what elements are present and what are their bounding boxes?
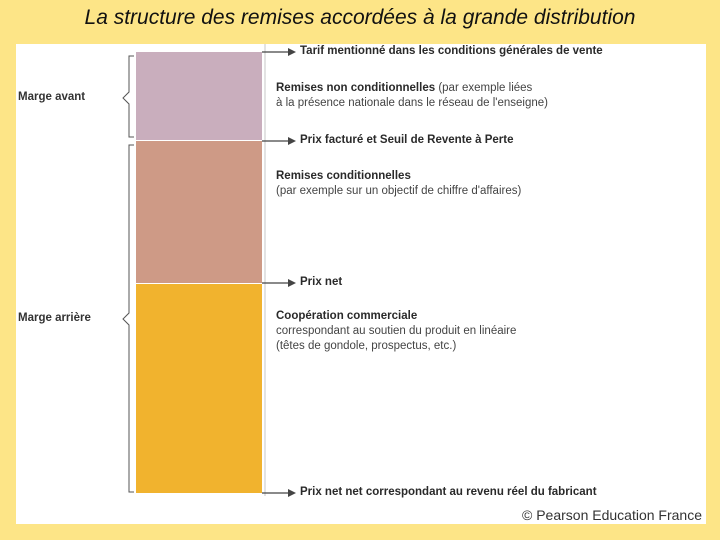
front-margin-label: Marge avant [18,91,86,103]
copyright-notice: © Pearson Education France [522,507,702,523]
diagram-panel [16,44,706,524]
diagram-graphics [16,44,706,524]
back-margin-label: Marge arrière [18,312,91,324]
front-margin-brace [123,56,134,137]
cooperation-detail-1: correspondant au soutien du produit en linéaire [276,325,517,337]
unconditional-detail-2: à la présence nationale dans le réseau de l'enseigne) [276,97,548,109]
invoice-price-label: Prix facturé et Seuil de Revente à Perte [300,134,514,146]
tariff-arrow-head [288,48,296,56]
cooperation-heading: Coopération commerciale [276,310,418,322]
unconditional-detail-1: (par exemple liées [438,82,533,94]
cooperation-detail-2: (têtes de gondole, prospectus, etc.) [276,340,457,352]
slide-title: La structure des remises accordées à la grande distribution [84,6,636,29]
unconditional-heading: Remises non conditionnelles [276,82,436,94]
unconditional-text [276,81,548,111]
tariff-label: Tarif mentionné dans les conditions générales de vente [300,45,603,57]
conditional-heading: Remises conditionnelles [276,170,411,182]
cooperation-text [276,309,516,354]
conditional-text [276,169,521,199]
net-price-label: Prix net [300,276,343,288]
net-arrow-head [288,279,296,287]
conditional-detail-1: (par exemple sur un objectif de chiffre d'affaires) [276,185,522,197]
net-net-arrow-head [288,489,296,497]
net-net-price-label: Prix net net correspondant au revenu réel du fabricant [300,486,597,498]
back-margin-brace [123,145,134,492]
invoice-arrow-head [288,137,296,145]
